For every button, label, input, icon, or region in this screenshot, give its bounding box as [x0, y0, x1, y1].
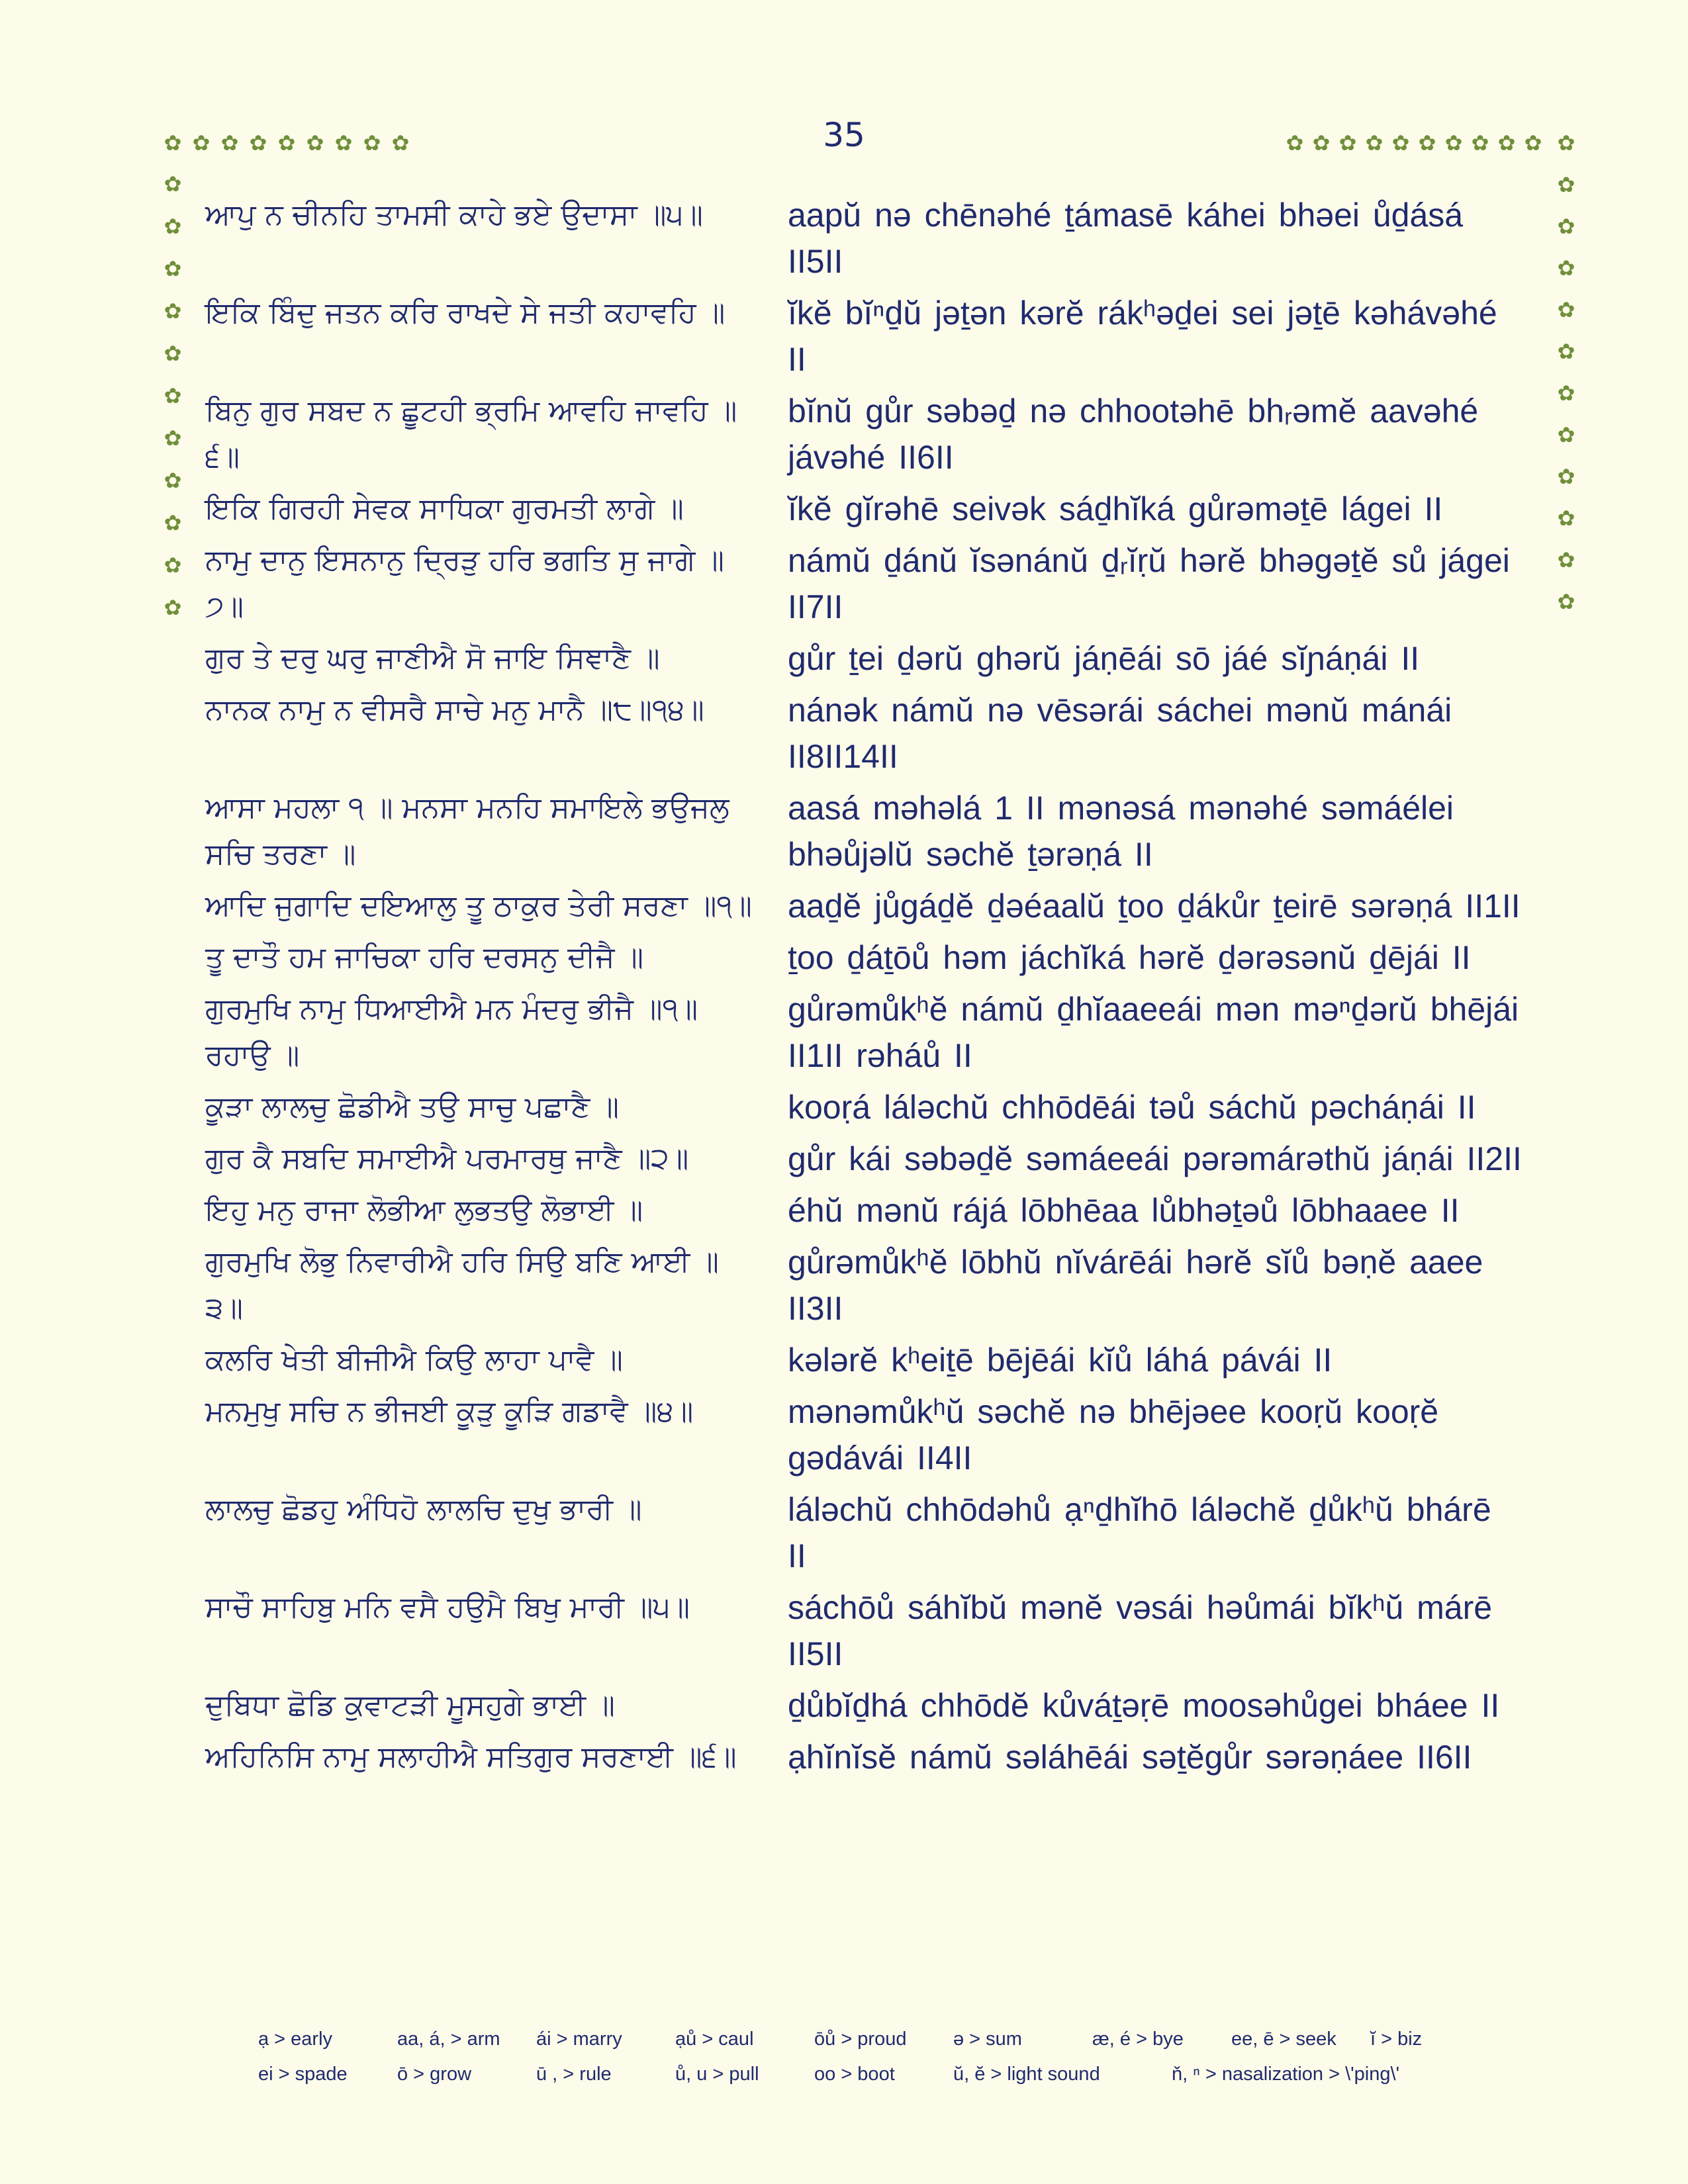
flower-icon: ✿ — [1365, 130, 1383, 156]
verse-row — [205, 1136, 1523, 1182]
gurmukhi-line: ਇਕਿ ਬਿੰਦੁ ਜਤਨ ਕਰਿ ਰਾਖਦੇ ਸੇ ਜਤੀ ਕਹਾਵਹਿ ॥ — [205, 296, 726, 330]
transliteration-line: bĭnŭ gůr səbəḏ nə chhootəhē bhᵣəmĕ aavəhé jávəhé II6II — [788, 392, 1479, 476]
gurmukhi-line: ਗੁਰ ਤੇ ਦਰੁ ਘਰੁ ਜਾਣੀਐ ਸੋ ਜਾਇ ਸਿਞਾਣੈ ॥ — [205, 641, 660, 675]
page-number: 35 — [823, 116, 865, 154]
flower-icon: ✿ — [1286, 130, 1304, 156]
transliteration-line: aapŭ nə chēnəhé ṯámasē káhei bhəei ůḏásá II5II — [788, 197, 1464, 280]
transliteration-line: láləchŭ chhōdəhů ạⁿḏhĭhō láləchĕ ḏůkʰŭ bhárē II — [788, 1491, 1491, 1574]
transliteration-line: kələrĕ kʰeiṯē bējēái kĭů láhá pávái II — [788, 1342, 1333, 1379]
verse-row — [205, 986, 1523, 1079]
flower-icon: ✿ — [306, 130, 324, 156]
flower-icon: ✿ — [363, 130, 381, 156]
verse-row — [205, 486, 1523, 532]
flower-icon: ✿ — [164, 426, 182, 451]
verse-row — [205, 1388, 1523, 1481]
flower-icon: ✿ — [334, 130, 353, 156]
gurmukhi-line: ਗੁਰ ਕੈ ਸਬਦਿ ਸਮਾਈਐ ਪਰਮਾਰਥੁ ਜਾਣੈ ॥੨॥ — [205, 1142, 689, 1175]
verse-row — [205, 1084, 1523, 1130]
transliteration-line: éhŭ mənŭ rájá lōbhēaa lůbhəṯəů lōbhaaee II — [788, 1192, 1460, 1229]
verse-row — [205, 1187, 1523, 1234]
gurmukhi-line: ਮਨਮੁਖੁ ਸਚਿ ਨ ਭੀਜਈ ਕੂੜੁ ਕੂੜਿ ਗਡਾਵੈ ॥੪॥ — [205, 1394, 694, 1428]
flower-icon: ✿ — [164, 256, 182, 281]
legend-item: ee, ē > seek — [1231, 2028, 1336, 2050]
gurmukhi-line: ਲਾਲਚੁ ਛੋਡਹੁ ਅੰਧਿਹੋ ਲਾਲਚਿ ਦੁਖੁ ਭਾਰੀ ॥ — [205, 1492, 642, 1526]
legend-item: oo > boot — [814, 2064, 895, 2085]
legend-item: ň, ⁿ > nasalization > \'ping\' — [1172, 2064, 1400, 2085]
flower-icon: ✿ — [164, 595, 182, 620]
flower-icon: ✿ — [164, 383, 182, 408]
verse-row — [205, 537, 1523, 630]
flower-icon: ✿ — [164, 214, 182, 239]
flower-icon: ✿ — [164, 298, 182, 324]
flower-icon: ✿ — [1557, 381, 1575, 406]
legend-item: ĭ > biz — [1370, 2028, 1423, 2050]
gurmukhi-line: ਅਹਿਨਿਸਿ ਨਾਮੁ ਸਲਾਹੀਐ ਸਤਿਗੁਰ ਸਰਣਾਈ ॥੬॥ — [205, 1740, 737, 1774]
flower-icon: ✿ — [1497, 130, 1516, 156]
gurmukhi-line: ਇਹੁ ਮਨੁ ਰਾਜਾ ਲੋਭੀਆ ਲੁਭਤਉ ਲੋਭਾਈ ॥ — [205, 1193, 643, 1227]
flower-icon: ✿ — [1471, 130, 1489, 156]
gurmukhi-line: ਗੁਰਮੁਖਿ ਨਾਮੁ ਧਿਆਈਐ ਮਨ ਮੰਦਰੁ ਭੀਜੈ ॥੧॥ ਰਹਾਉ ॥ — [205, 992, 698, 1072]
flower-icon: ✿ — [1557, 589, 1575, 614]
transliteration-line: aasá məhəlá 1 II mənəsá mənəhé səmáélei bhəůjəlŭ səchĕ ṯərəṇá II — [788, 790, 1454, 873]
flower-icon: ✿ — [1557, 464, 1575, 489]
flower-icon: ✿ — [1557, 422, 1575, 447]
transliteration-line: gůrəmůkʰĕ lōbhŭ nĭvárēái hərĕ sĭů bəṇĕ aaee II3II — [788, 1244, 1483, 1327]
gurmukhi-line: ਤੂ ਦਾਤੌ ਹਮ ਜਾਚਿਕਾ ਹਰਿ ਦਰਸਨੁ ਦੀਜੈ ॥ — [205, 940, 644, 974]
flower-icon: ✿ — [192, 130, 211, 156]
legend-row — [258, 2028, 1516, 2050]
flower-icon: ✿ — [164, 468, 182, 493]
transliteration-line: ĭkĕ gĭrəhē seivək sáḏhĭká gůrəməṯē lágei II — [788, 490, 1443, 527]
flower-icon: ✿ — [1557, 255, 1575, 281]
pronunciation-legend — [258, 2028, 1516, 2099]
flower-icon: ✿ — [1557, 547, 1575, 572]
gurmukhi-line: ਬਿਨੁ ਗੁਰ ਸਬਦ ਨ ਛੂਟਹੀ ਭ੍ਰਮਿ ਆਵਹਿ ਜਾਵਹਿ ॥੬॥ — [205, 394, 737, 474]
legend-item: aa, á, > arm — [397, 2028, 500, 2050]
gurmukhi-line: ਨਾਮੁ ਦਾਨੁ ਇਸਨਾਨੁ ਦ੍ਰਿੜੁ ਹਰਿ ਭਗਤਿ ਸੁ ਜਾਗੇ ॥੭॥ — [205, 543, 724, 623]
verse-row — [205, 635, 1523, 682]
verse-row — [205, 1682, 1523, 1729]
flower-icon: ✿ — [1444, 130, 1463, 156]
verse-row — [205, 1734, 1523, 1780]
legend-item: ə > sum — [953, 2028, 1022, 2050]
transliteration-line: aaḏĕ jůgáḏĕ ḏəéaalŭ ṯoo ḏákůr ṯeirē sərəṇá II1II — [788, 887, 1521, 925]
transliteration-line: ạhĭnĭsĕ námŭ səláhēái səṯĕgůr sərəṇáee II6II — [788, 1739, 1472, 1776]
flower-icon: ✿ — [1557, 130, 1575, 156]
flower-icon: ✿ — [164, 341, 182, 366]
legend-item: æ, é > bye — [1092, 2028, 1184, 2050]
verse-row — [205, 192, 1523, 285]
flower-icon: ✿ — [249, 130, 267, 156]
verse-row — [205, 290, 1523, 383]
legend-item: ōů > proud — [814, 2028, 907, 2050]
flower-icon: ✿ — [1557, 172, 1575, 197]
legend-item: ei > spade — [258, 2064, 348, 2085]
legend-item: ů, u > pull — [675, 2064, 759, 2085]
flower-icon: ✿ — [164, 171, 182, 197]
gurmukhi-line: ਨਾਨਕ ਨਾਮੁ ਨ ਵੀਸਰੈ ਸਾਚੇ ਮਨੁ ਮਾਨੈ ॥੮॥੧੪॥ — [205, 693, 704, 727]
flower-icon: ✿ — [164, 130, 182, 156]
verse-row — [205, 1239, 1523, 1332]
flower-icon: ✿ — [1312, 130, 1331, 156]
transliteration-line: nánək námŭ nə vēsərái sáchei mənŭ mánái II8II14II — [788, 692, 1452, 775]
gurmukhi-line: ਆਪੁ ਨ ਚੀਨਹਿ ਤਾਮਸੀ ਕਾਹੇ ਭਏ ਉਦਾਸਾ ॥੫॥ — [205, 198, 703, 232]
flower-icon: ✿ — [220, 130, 239, 156]
transliteration-line: námŭ ḏánŭ ĭsənánŭ ḏᵣĭṛŭ hərĕ bhəgəṯĕ sů jágei II7II — [788, 542, 1510, 625]
verse-row — [205, 687, 1523, 780]
transliteration-line: gůr ṯei ḏərŭ ghərŭ jáṇēái sō jáé sĭɲáṇái II — [788, 640, 1420, 677]
gurmukhi-line: ਕਲਰਿ ਖੇਤੀ ਬੀਜੀਐ ਕਿਉ ਲਾਹਾ ਪਾਵੈ ॥ — [205, 1343, 623, 1377]
transliteration-line: ĭkĕ bĭⁿḏŭ jəṯən kərĕ rákʰəḏei sei jəṯē kəhávəhé II — [788, 295, 1497, 378]
transliteration-line: sáchōů sáhĭbŭ mənĕ vəsái həůmái bĭkʰŭ márē II5II — [788, 1589, 1493, 1672]
gurmukhi-line: ਆਦਿ ਜੁਗਾਦਿ ਦਇਆਲੁ ਤੂ ਠਾਕੁਰ ਤੇਰੀ ਸਰਣਾ ॥੧॥ — [205, 889, 752, 923]
gurmukhi-line: ਗੁਰਮੁਖਿ ਲੋਭੁ ਨਿਵਾਰੀਐ ਹਰਿ ਸਿਉ ਬਣਿ ਆਈ ॥੩॥ — [205, 1245, 719, 1325]
verse-row — [205, 1486, 1523, 1579]
transliteration-line: ṯoo ḏáṯōů həm jáchĭká hərĕ ḏərəsənŭ ḏējái II — [788, 939, 1471, 976]
verse-row — [205, 883, 1523, 929]
gurmukhi-line: ਕੂੜਾ ਲਾਲਚੁ ਛੋਡੀਐ ਤਉ ਸਾਚੁ ਪਛਾਣੈ ॥ — [205, 1090, 620, 1124]
gurmukhi-line: ਇਕਿ ਗਿਰਹੀ ਸੇਵਕ ਸਾਧਿਕਾ ਗੁਰਮਤੀ ਲਾਗੇ ॥ — [205, 492, 684, 525]
flower-icon: ✿ — [391, 130, 410, 156]
legend-item: ū , > rule — [536, 2064, 612, 2085]
verse-row — [205, 388, 1523, 480]
legend-item: ái > marry — [536, 2028, 622, 2050]
flower-icon: ✿ — [1557, 297, 1575, 322]
verse-row — [205, 934, 1523, 981]
flower-icon: ✿ — [1338, 130, 1357, 156]
transliteration-line: gůrəmůkʰĕ námŭ ḏhĭaaeeái mən məⁿḏərŭ bhējái II1II rəháů II — [788, 991, 1519, 1074]
gurmukhi-line: ਸਾਚੌ ਸਾਹਿਬੁ ਮਨਿ ਵਸੈ ਹਉਮੈ ਬਿਖੁ ਮਾਰੀ ॥੫॥ — [205, 1590, 690, 1624]
legend-row — [258, 2064, 1516, 2085]
flower-icon: ✿ — [1524, 130, 1542, 156]
verse-row — [205, 1584, 1523, 1677]
flower-icon: ✿ — [1418, 130, 1436, 156]
legend-item: ạ > early — [258, 2028, 333, 2050]
transliteration-line: mənəmůkʰŭ səchĕ nə bhējəee kooṛŭ kooṛĕ gədávái II4II — [788, 1393, 1439, 1477]
transliteration-line: kooṛá láləchŭ chhōdēái təů sáchŭ pəcháṇái II — [788, 1089, 1476, 1126]
flower-icon: ✿ — [277, 130, 296, 156]
legend-item: ŭ, ĕ > light sound — [953, 2064, 1100, 2085]
verse-row — [205, 785, 1523, 878]
flower-icon: ✿ — [1391, 130, 1410, 156]
legend-item: ạů > caul — [675, 2028, 754, 2050]
flower-icon: ✿ — [164, 553, 182, 578]
flower-icon: ✿ — [1557, 339, 1575, 364]
flower-icon: ✿ — [1557, 506, 1575, 531]
verse-list — [205, 192, 1523, 1786]
transliteration-line: gůr kái səbəḏĕ səmáeeái pərəmárəthŭ jáṇái II2II — [788, 1140, 1522, 1177]
transliteration-line: ḏůbĭḏhá chhōdĕ kůváṯəṛē moosəhůgei bháee II — [788, 1687, 1500, 1724]
gurmukhi-line: ਦੁਬਿਧਾ ਛੋਡਿ ਕੁਵਾਟੜੀ ਮੂਸਹੁਗੇ ਭਾਈ ॥ — [205, 1688, 615, 1722]
legend-item: ō > grow — [397, 2064, 472, 2085]
gurmukhi-line: ਆਸਾ ਮਹਲਾ ੧ ॥ ਮਨਸਾ ਮਨਹਿ ਸਮਾਇਲੇ ਭਉਜਲੁ ਸਚਿ ਤਰਣਾ ॥ — [205, 791, 729, 871]
flower-icon: ✿ — [1557, 214, 1575, 239]
verse-row — [205, 1337, 1523, 1383]
flower-icon: ✿ — [164, 510, 182, 535]
